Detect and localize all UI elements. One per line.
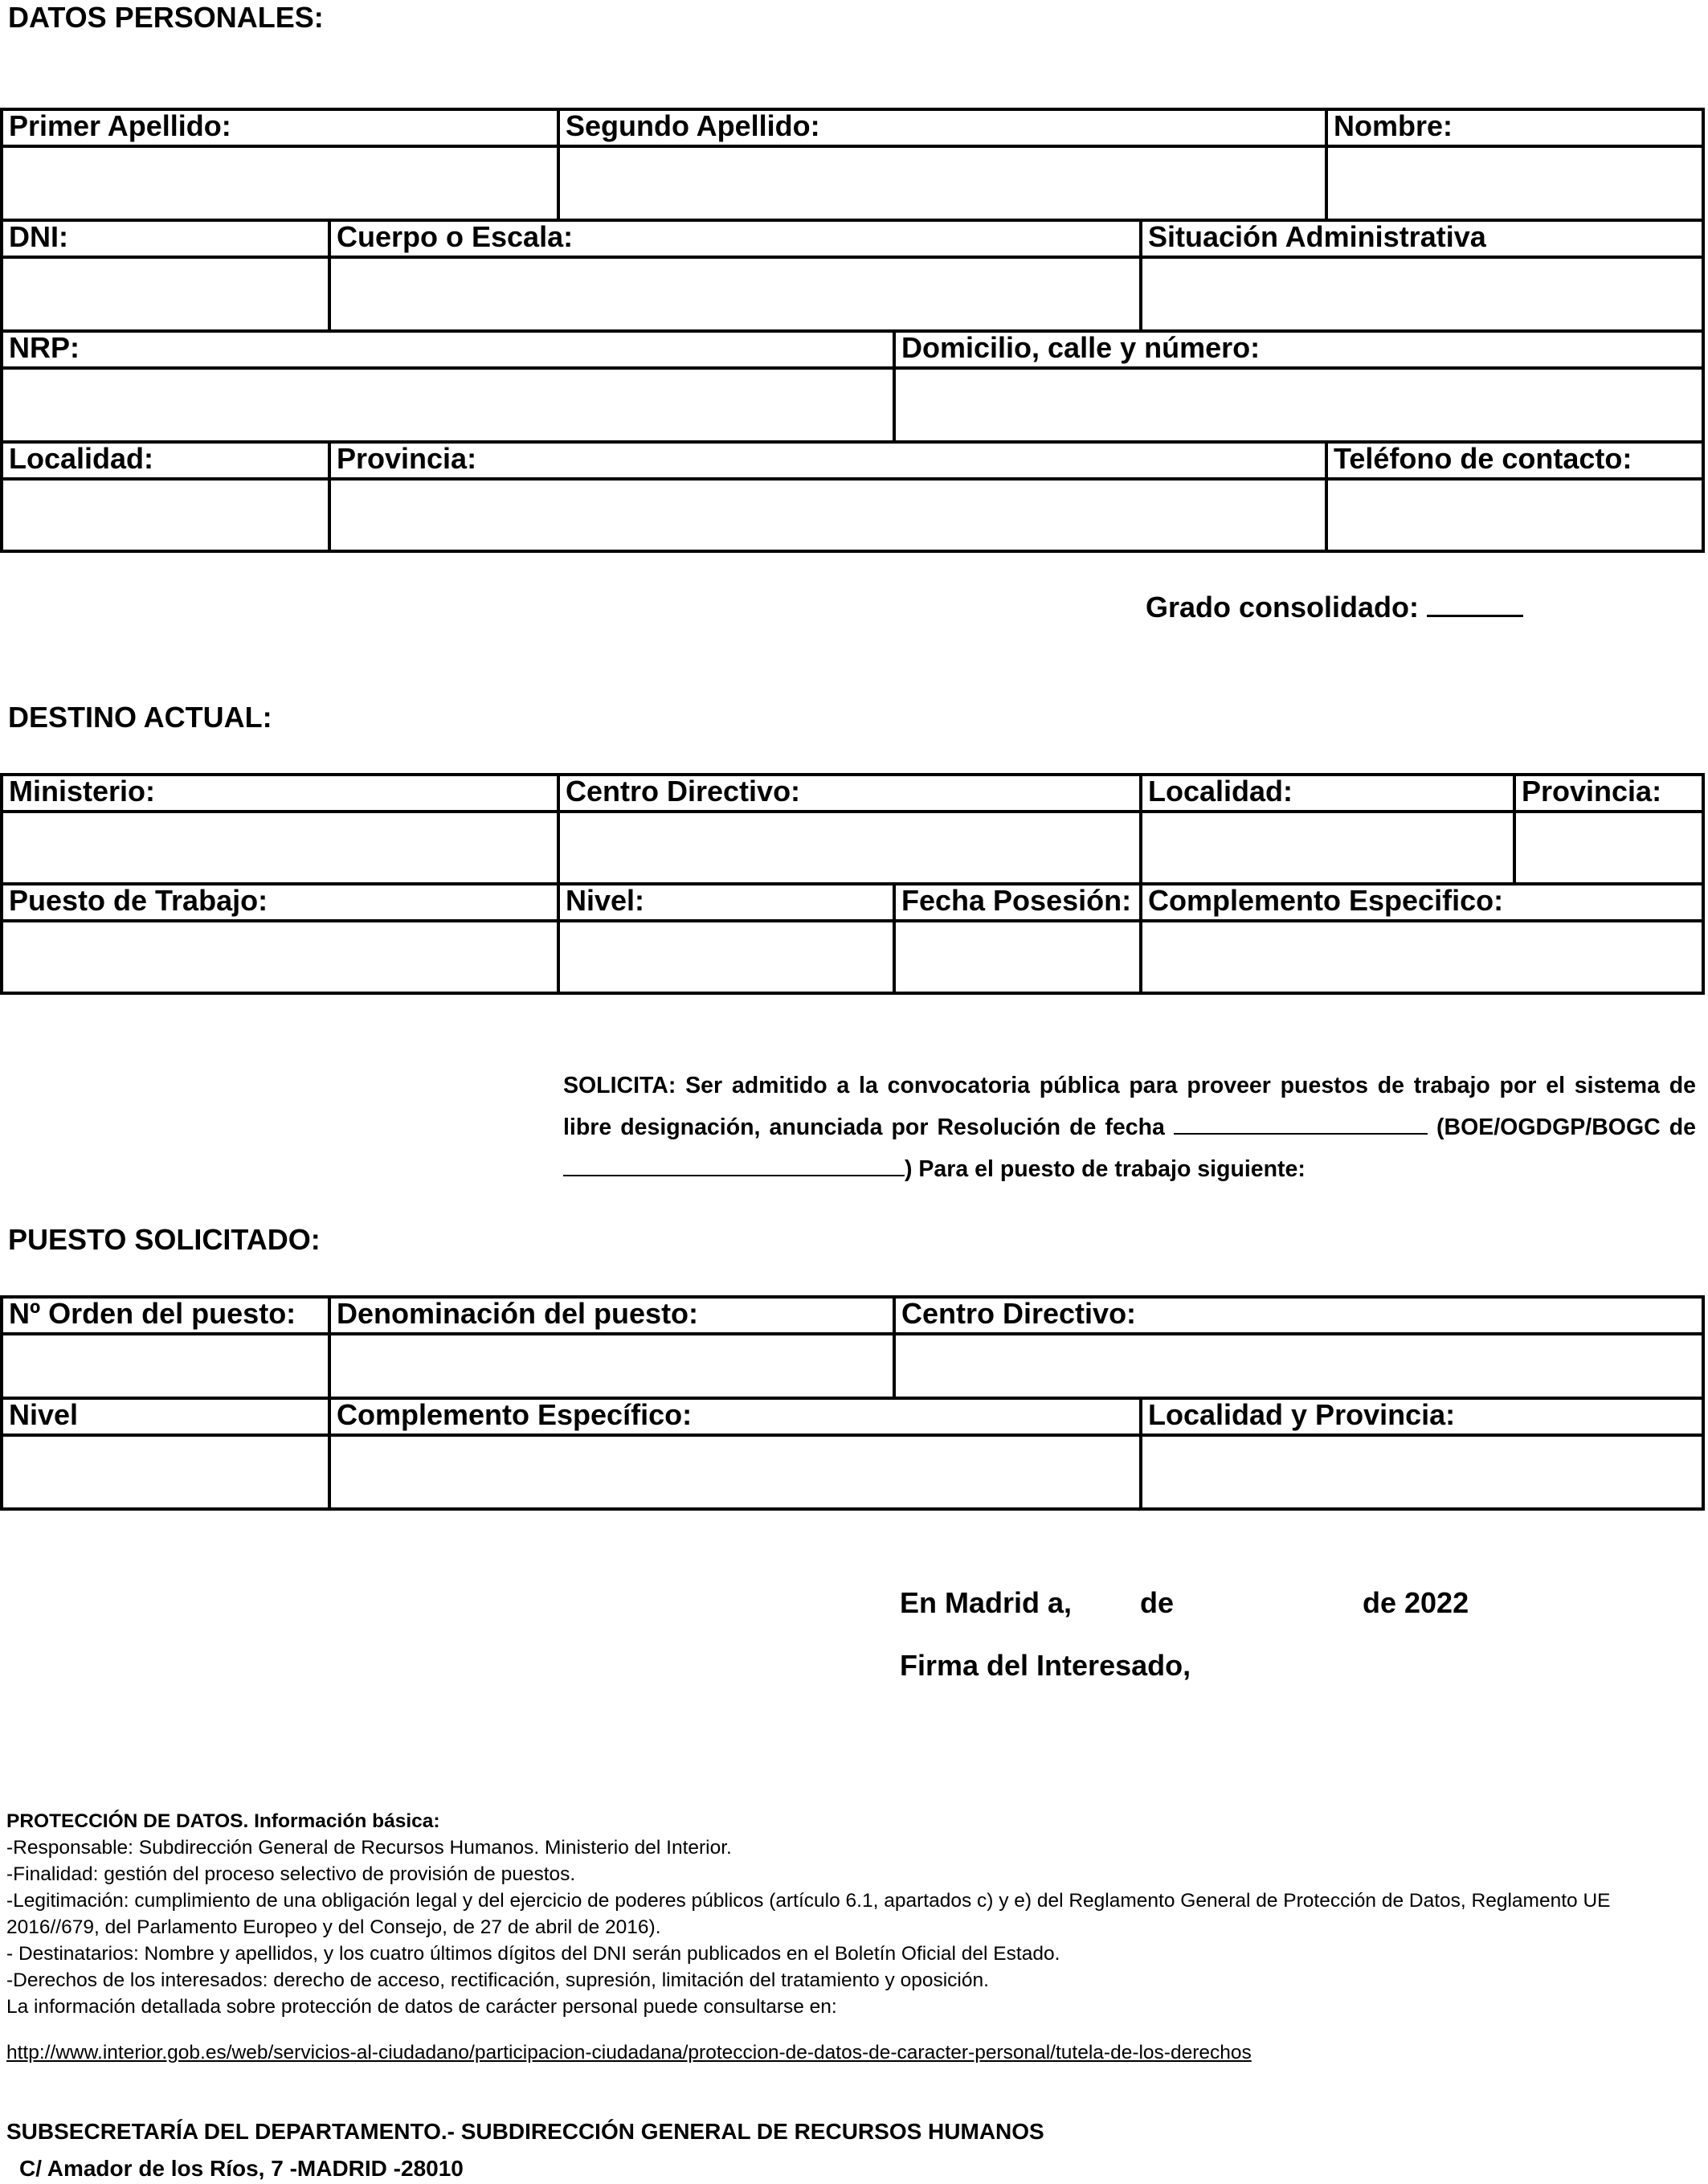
field-dni[interactable] xyxy=(0,256,331,333)
field-segundo-apellido[interactable] xyxy=(557,145,1328,222)
label-provincia: Provincia: xyxy=(328,440,1328,481)
data-protection xyxy=(6,1808,1702,2066)
field-nivel-solicitado[interactable] xyxy=(0,1434,331,1511)
section-title-personal: DATOS PERSONALES: xyxy=(8,1,324,34)
label-telefono: Teléfono de contacto: xyxy=(1325,440,1705,481)
label-primer-apellido: Primer Apellido: xyxy=(0,108,560,148)
field-orden-puesto[interactable] xyxy=(0,1332,331,1400)
label-dni: DNI: xyxy=(0,219,331,259)
label-centro-solicitado: Centro Directivo: xyxy=(893,1295,1705,1335)
data-protection-legitimacion: -Legitimación: cumplimiento de una obligación legal y del ejercicio de poderes públicos (artículo 6.1, apartados c) y e) del Reglamento General de Protección de Datos, Reglamento UE 2016//679, del Parlamento Europeo y del Consejo, de 27 de abril de 2016). xyxy=(6,1890,1611,1938)
field-localidad[interactable] xyxy=(0,477,331,553)
label-nrp: NRP: xyxy=(0,329,896,370)
field-ministerio[interactable] xyxy=(0,810,560,885)
grado-consolidado-label: Grado consolidado: xyxy=(1146,591,1420,624)
field-provincia[interactable] xyxy=(328,477,1328,553)
section-title-current: DESTINO ACTUAL: xyxy=(8,701,272,734)
grado-consolidado xyxy=(1146,591,1523,624)
label-fecha-posesion: Fecha Posesión: xyxy=(893,882,1142,922)
signature-year: de 2022 xyxy=(1363,1586,1469,1619)
field-centro-solicitado[interactable] xyxy=(893,1332,1705,1400)
label-situacion-administrativa: Situación Administrativa xyxy=(1139,219,1705,259)
label-segundo-apellido: Segundo Apellido: xyxy=(557,108,1328,148)
field-nivel-actual[interactable] xyxy=(557,919,896,995)
field-nrp[interactable] xyxy=(0,366,896,444)
field-complemento-solicitado[interactable] xyxy=(328,1434,1142,1511)
field-situacion-administrativa[interactable] xyxy=(1139,256,1705,333)
label-ministerio: Ministerio: xyxy=(0,773,560,813)
field-fecha-posesion[interactable] xyxy=(893,919,1142,995)
field-cuerpo-escala[interactable] xyxy=(328,256,1142,333)
solicita-paragraph xyxy=(563,1065,1696,1190)
signature-firma: Firma del Interesado, xyxy=(900,1649,1191,1682)
field-telefono[interactable] xyxy=(1325,477,1705,553)
solicita-text-1: SOLICITA: Ser admitido a la convocatoria pública para proveer puestos de trabajo por el sistema de libre designación, anunciada por Resolución de fecha xyxy=(563,1073,1696,1140)
field-complemento-actual[interactable] xyxy=(1139,919,1705,995)
data-protection-finalidad: -Finalidad: gestión del proceso selectivo de provisión de puestos. xyxy=(6,1863,576,1885)
field-primer-apellido[interactable] xyxy=(0,145,560,222)
label-localidad-provincia: Localidad y Provincia: xyxy=(1139,1397,1705,1437)
data-protection-title: PROTECCIÓN DE DATOS. Información básica: xyxy=(6,1810,440,1832)
label-centro-directivo: Centro Directivo: xyxy=(557,773,1142,813)
label-domicilio: Domicilio, calle y número: xyxy=(893,329,1705,370)
label-complemento-solicitado: Complemento Específico: xyxy=(328,1397,1142,1437)
solicita-text-3: ) Para el puesto de trabajo siguiente: xyxy=(905,1156,1306,1182)
data-protection-link[interactable]: http://www.interior.gob.es/web/servicios-al-ciudadano/participacion-ciudadana/proteccion-de-datos-de-caracter-personal/tutela-de-los-derechos xyxy=(6,2042,1252,2063)
field-puesto-trabajo[interactable] xyxy=(0,919,560,995)
section-title-requested: PUESTO SOLICITADO: xyxy=(8,1223,321,1256)
label-orden-puesto: Nº Orden del puesto: xyxy=(0,1295,331,1335)
field-nombre[interactable] xyxy=(1325,145,1705,222)
label-puesto-trabajo: Puesto de Trabajo: xyxy=(0,882,560,922)
field-denominacion-puesto[interactable] xyxy=(328,1332,896,1400)
solicita-text-2: (BOE/OGDGP/BOGC de xyxy=(1436,1114,1697,1140)
footer-department: SUBSECRETARÍA DEL DEPARTAMENTO.- SUBDIRECCIÓN GENERAL DE RECURSOS HUMANOS xyxy=(6,2119,1044,2144)
grado-consolidado-blank[interactable] xyxy=(1427,591,1523,617)
signature-de: de xyxy=(1140,1586,1175,1619)
data-protection-destinatarios: - Destinatarios: Nombre y apellidos, y los cuatro últimos dígitos del DNI serán publicados en el Boletín Oficial del Estado. xyxy=(6,1943,1060,1965)
field-localidad-provincia[interactable] xyxy=(1139,1434,1705,1511)
data-protection-derechos: -Derechos de los interesados: derecho de acceso, rectificación, supresión, limitación del tratamiento y oposición. xyxy=(6,1969,989,1991)
label-nombre: Nombre: xyxy=(1325,108,1705,148)
field-domicilio[interactable] xyxy=(893,366,1705,444)
signature-place: En Madrid a, xyxy=(900,1586,1073,1619)
label-localidad-actual: Localidad: xyxy=(1139,773,1516,813)
data-protection-info: La información detallada sobre protección de datos de carácter personal puede consultarse en: xyxy=(6,1996,837,2018)
label-complemento-actual: Complemento Especifico: xyxy=(1139,882,1705,922)
boe-date-blank[interactable] xyxy=(563,1155,905,1176)
label-cuerpo-escala: Cuerpo o Escala: xyxy=(328,219,1142,259)
label-nivel-actual: Nivel: xyxy=(557,882,896,922)
label-nivel-solicitado: Nivel xyxy=(0,1397,331,1437)
resolution-date-blank[interactable] xyxy=(1174,1114,1428,1135)
footer-address: C/ Amador de los Ríos, 7 -MADRID -28010 xyxy=(19,2156,464,2181)
label-localidad: Localidad: xyxy=(0,440,331,481)
field-centro-directivo[interactable] xyxy=(557,810,1142,885)
data-protection-responsable: -Responsable: Subdirección General de Recursos Humanos. Ministerio del Interior. xyxy=(6,1837,732,1859)
label-denominacion-puesto: Denominación del puesto: xyxy=(328,1295,896,1335)
field-provincia-actual[interactable] xyxy=(1513,810,1705,885)
field-localidad-actual[interactable] xyxy=(1139,810,1516,885)
label-provincia-actual: Provincia: xyxy=(1513,773,1705,813)
